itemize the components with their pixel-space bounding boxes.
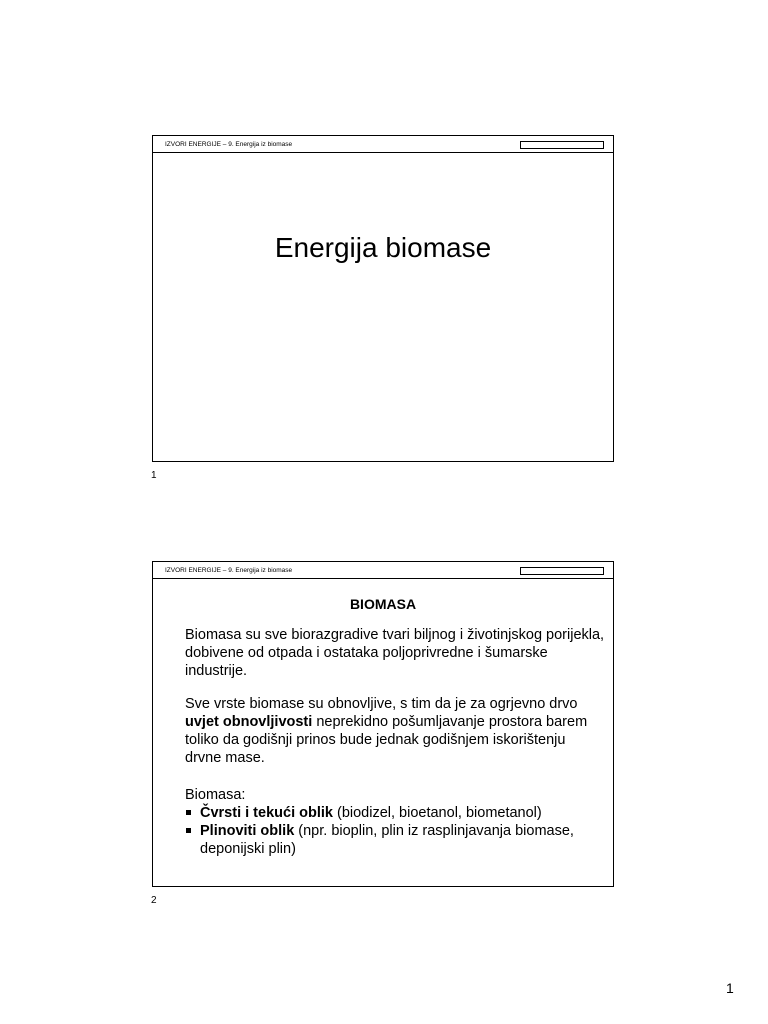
slide-1-title: Energija biomase [274,232,492,263]
slide-1-number: 1 [151,470,157,481]
list-intro: Biomasa: [185,787,246,803]
list-item-bold: Čvrsti i tekući oblik [200,805,333,821]
list-item [185,804,605,822]
slide-1-header-text: IZVORI ENERGIJE – 9. Energija iz biomase [165,141,293,148]
page-number: 1 [726,980,734,996]
slide-2-header-box [520,567,604,575]
paragraph-renewability-end: neprekidno pošumljavanje prostora barem toliko da godišnji prinos bude jednak godišnjem iskorištenju drvne mase. [185,714,588,766]
paragraph-renewability-start: Sve vrste biomase su obnovljive, s tim da je za ogrjevno drvo [185,696,578,712]
slide-1-header [153,136,613,153]
slide-2-header-text: IZVORI ENERGIJE – 9. Energija iz biomase [165,567,293,574]
square-bullet-icon [186,810,191,815]
slide-2-heading: BIOMASA [349,596,417,612]
slide-2 [152,561,614,887]
slide-2-number: 2 [151,895,157,906]
paragraph-renewability [185,695,605,767]
slide-2-body [185,626,605,858]
square-bullet-icon [186,828,191,833]
list-item [185,822,605,858]
paragraph-renewability-bold: uvjet obnovljivosti [185,714,313,730]
paragraph-definition: Biomasa su sve biorazgradive tvari biljnog i životinjskog porijekla, dobivene od otpada i ostataka poljoprivredne i šumarske industrije. [185,627,605,679]
bullet-list [185,804,605,858]
slide-1 [152,135,614,462]
list-item-bold: Plinoviti oblik [200,823,295,839]
slide-2-header [153,562,613,579]
list-item-text: (npr. bioplin, plin iz rasplinjavanja biomase, deponijski plin) [200,823,574,857]
list-item-text: (biodizel, bioetanol, biometanol) [332,805,542,821]
slide-1-header-box [520,141,604,149]
